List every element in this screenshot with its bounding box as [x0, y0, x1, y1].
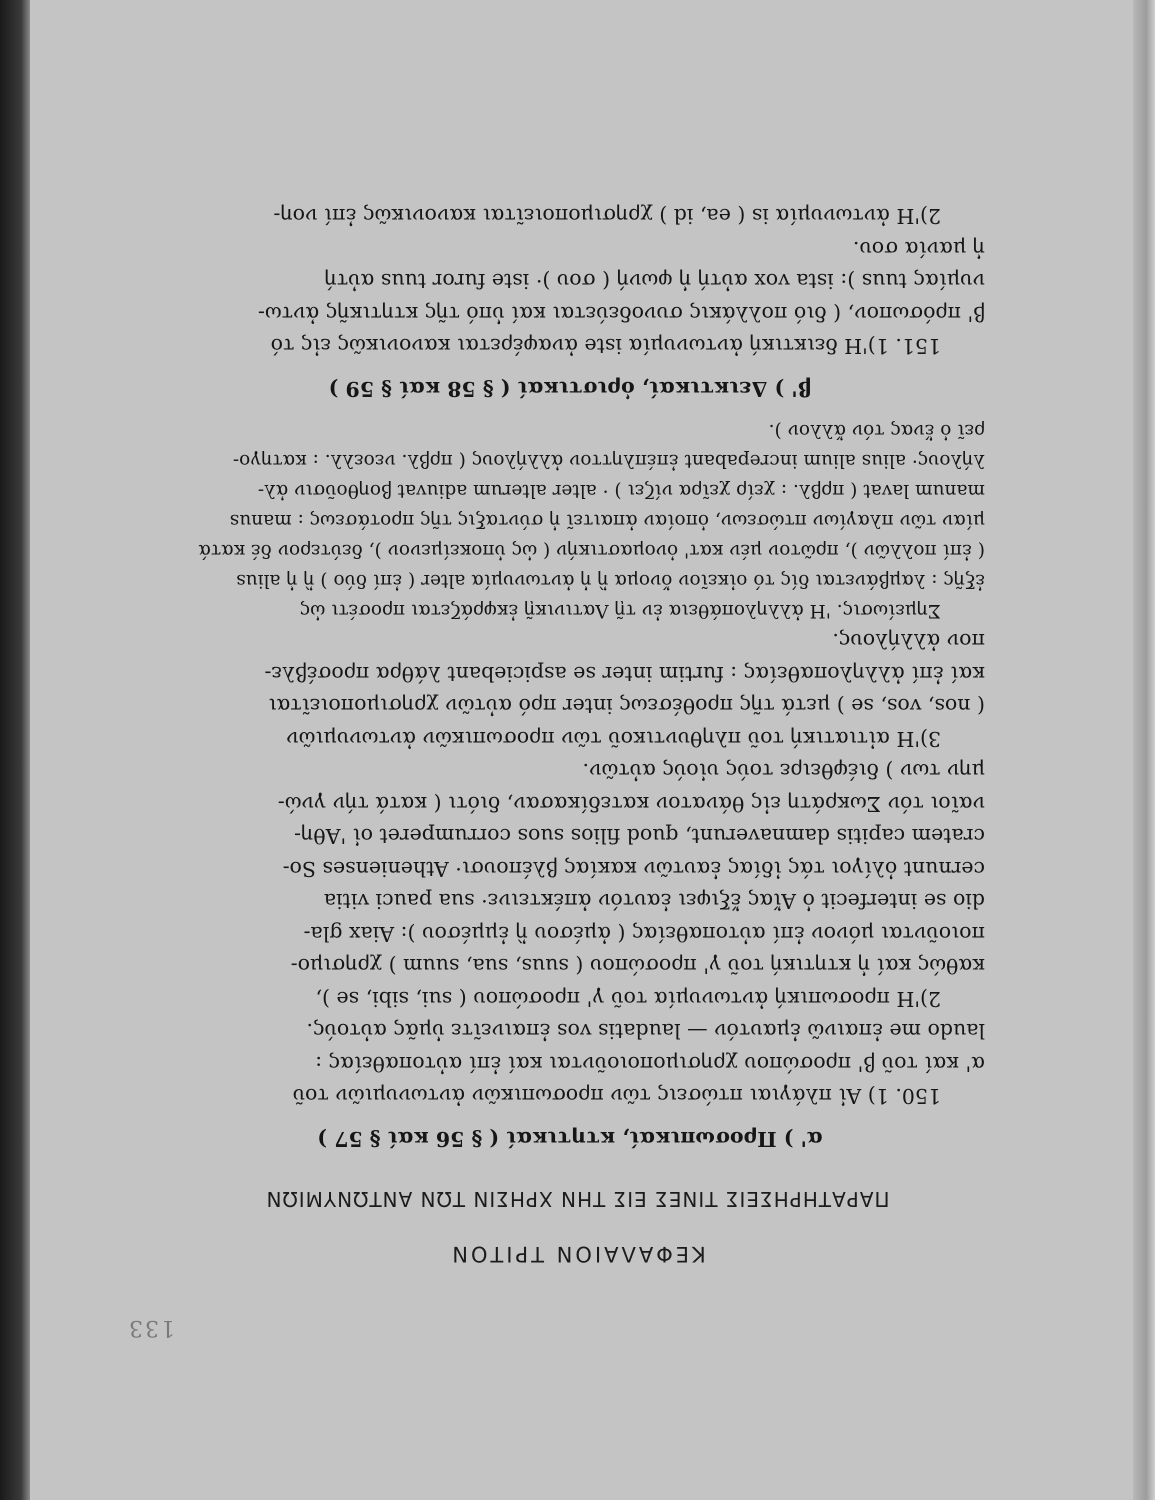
- text-line: 2)'Η προσωπική ἀντωνυμία τοῦ γ' προσώπου ( sui, sibi, se ),: [315, 987, 941, 1011]
- text-line: μην των ) διέφθειρε τούς υἱούς αὐτῶν.: [582, 759, 985, 784]
- note-line: ρεῖ ὁ ἕνας τόν ἄλλον ).: [768, 420, 985, 441]
- note-line: ( ἐπί πολλῶν ), πρῶτον μέν κατ' ὀνομαστικήν ( ὡς ὑποκείμενον ), δεύτερον δέ κατά: [198, 540, 985, 561]
- chapter-label: ΚΕΦΑΛΑΙΟΝ ΤΡΙΤΟΝ: [449, 1242, 706, 1266]
- section-heading-b: β' ) Δεικτικαί, ὁριστικαί ( § 58 καί § 59 ): [328, 377, 812, 401]
- body-text: [155, 200, 985, 1155]
- text-line: ἡ μανία σου.: [852, 237, 985, 261]
- note-line: Σημείωσις. 'Η ἀλληλοπάθεια ἐν τῇ Λατινικῇ ἐκφράζεται προσέτι ὡς: [299, 600, 941, 621]
- chapter-title: ΠΑΡΑΤΗΡΗΣΕΙΣ ΤΙΝΕΣ ΕΙΣ ΤΗΝ ΧΡΗΣΙΝ ΤΩΝ ΑΝΤΩΝΥΜΙΩΝ: [265, 1187, 890, 1211]
- text-line: ναῖοι τόν Σωκράτη εἰς θάνατον κατεδίκασαν, διότι ( κατά τήν γνώ-: [277, 792, 985, 816]
- text-line: 2)'Η ἀντωνυμία is ( ea, id ) χρησιμοποιεῖται κανονικῶς ἐπί νοη-: [273, 204, 941, 229]
- note-line: μίαν τῶν πλαγίων πτώσεων, ὁποίαν ἀπαιτεῖ ἡ σύνταξις τῆς προτάσεως : manus: [229, 510, 985, 531]
- text-line: β' πρόσωπον, ( διό πολλάκις συνοδεύεται καί ὑπό τῆς κτητικῆς ἀντω-: [258, 302, 985, 326]
- section-heading-a: α' ) Προσωπικαί, κτητικαί ( § 56 καί § 57 ): [317, 1127, 823, 1151]
- text-line: 151. 1)'Η δεικτική ἀντωνυμία iste ἀναφέρεται κανονικῶς εἰς τό: [270, 334, 941, 359]
- text-line: νυμίας tuus ): ista vox αὐτή ἡ φωνή ( σου )· iste furor tuus αὐτή: [324, 269, 985, 294]
- text-line: ποιοῦνται μόνον ἐπί αὐτοπαθείας ( ἀμέσου ἢ ἐμμέσου ): Aiax gla-: [303, 922, 985, 946]
- note-line: ἑξῆς : λαμβάνεται δίς τό οἰκεῖον ὄνομα ἢ ἡ ἀντωνυμία alter ( ἐπί δύο ) ἢ ἡ alius: [236, 570, 985, 591]
- page-number: 133: [127, 1315, 175, 1340]
- text-line: καί ἐπί ἀλληλοπαθείας : furtim inter se aspiciebant λάθρα προσέβλε-: [264, 662, 985, 686]
- note-line: manum lavat ( πρβλ. : χείρ χεῖρα νίζει ) · alter alterum adiuvat βοηθοῦσιν ἀλ-: [257, 480, 985, 501]
- text-line: 150. 1) Αἱ πλάγιαι πτώσεις τῶν προσωπικῶν ἀντωνυμιῶν τοῦ: [292, 1084, 941, 1109]
- text-line: πον ἀλλήλους.: [832, 629, 985, 654]
- text-line: ( nos, vos, se ) μετά τῆς προθέσεως inter πρό αὐτῶν χρησιμοποιεῖται: [268, 694, 985, 719]
- text-line: dio se interfecit ὁ Αἴας ἔξιφει ἑαυτόν ἀπέκτεινε· sua pauci vitia: [323, 889, 985, 914]
- text-line: cratem capitis damnaverunt, quod filios suos corrumperet οἱ 'Αθη-: [294, 824, 985, 849]
- note-line: λήλους· alius alium increpabant ἐπέπληττον ἀλλήλους ( πρβλ. νεοελλ. : κατηγο-: [232, 450, 985, 471]
- text-line: α' καί τοῦ β' προσώπου χρησιμοποιοῦνται καί ἐπί αὐτοπαθείας :: [315, 1052, 985, 1076]
- text-line: καθώς καί ἡ κτητική τοῦ γ' προσώπου ( suus, sua, suum ) χρησιμο-: [290, 954, 985, 979]
- text-line: laudo me ἐπαινῶ ἐμαυτόν — laudatis vos ἐπαινεῖτε ὑμᾶς αὐτούς.: [306, 1019, 985, 1044]
- text-line: cernunt ὀλίγοι τάς ἰδίας ἑαυτῶν κακίας βλέπουσι· Athenienses So-: [282, 857, 985, 881]
- text-line: 3)'Η αἰτιατική τοῦ πληθυντικοῦ τῶν προσωπικῶν ἀντωνυμιῶν: [286, 727, 941, 751]
